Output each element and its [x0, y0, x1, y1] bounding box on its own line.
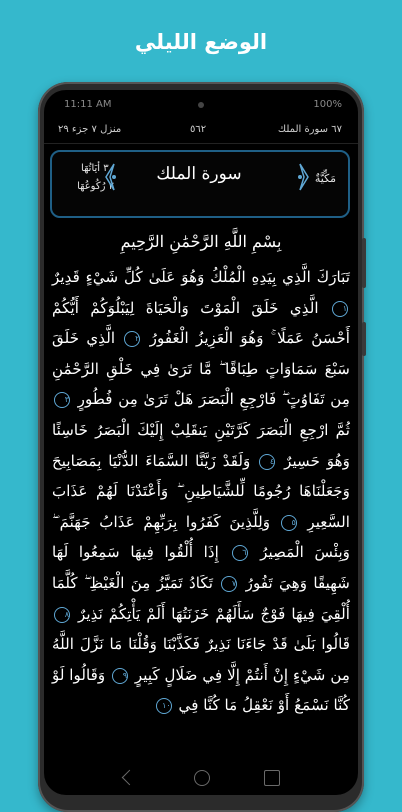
verse-number-marker[interactable]: ٢ [124, 331, 140, 347]
back-icon[interactable] [122, 770, 138, 786]
camera-icon [198, 102, 204, 108]
battery-indicator: 100% [313, 99, 342, 110]
reading-info-bar [44, 122, 358, 140]
verse-text[interactable]: وَلَقَدْ زَيَّنَّا السَّمَاءَ الدُّنْيَا بِمَصَابِيحَ وَجَعَلْنَاهَا رُجُومًا لِّلشَّيَاطِينِ ۖ وَأَعْتَدْنَا لَهُمْ عَذَابَ السَّعِيرِ [52, 451, 351, 531]
surah-title: سورة الملك [156, 164, 242, 184]
verse-text[interactable]: الَّذِي خَلَقَ الْمَوْتَ وَالْحَيَاةَ لِيَبْلُوَكُمْ أَيُّكُمْ أَحْسَنُ عَمَلًا ۚ وَهُوَ الْعَزِيزُ الْغَفُورُ [52, 298, 351, 348]
verse-number-marker[interactable]: ٥ [281, 515, 297, 531]
verse-text[interactable]: تَكَادُ تَمَيَّزُ مِنَ الْغَيْظِ ۖ كُلَّمَا أُلْقِيَ فِيهَا فَوْجٌ سَأَلَهُمْ خَزَنَتُهَا أَلَمْ يَأْتِكُمْ نَذِيرٌ [52, 573, 351, 623]
page-number: ٥٦٢ [190, 124, 207, 135]
basmala: بِسْمِ اللَّهِ الرَّحْمَٰنِ الرَّحِيمِ [120, 232, 282, 251]
verse-number-marker[interactable]: ٩ [112, 668, 128, 684]
divider [44, 143, 358, 144]
status-bar [44, 96, 358, 116]
volume-button [362, 238, 366, 288]
verse-number-marker[interactable]: ٧ [221, 576, 237, 592]
ruku-count: ٢ رُكُوعُهَا [77, 181, 114, 192]
verse-text[interactable]: قَالُوا بَلَىٰ قَدْ جَاءَنَا نَذِيرٌ فَكَذَّبْنَا وَقُلْنَا مَا نَزَّلَ اللَّهُ مِن شَيْءٍ إِنْ أَنتُمْ إِلَّا فِي ضَلَالٍ كَبِيرٍ [52, 635, 351, 684]
ayat-count: ٣٠ أيَاتُهَا [81, 163, 114, 174]
status-time: 11:11 AM [64, 99, 112, 110]
juz-manzil-info[interactable]: منزل ٧ جزء ٢٩ [58, 124, 122, 135]
system-nav-bar [44, 766, 358, 788]
verse-number-marker[interactable]: ٤ [259, 454, 275, 470]
surah-reference[interactable]: ٦٧ سورة الملك [277, 124, 342, 135]
phone-screen [44, 90, 358, 795]
surah-ornament-icon [294, 162, 314, 192]
verse-number-marker[interactable]: ٣ [54, 392, 70, 408]
verse-text[interactable]: الَّذِي خَلَقَ سَبْعَ سَمَاوَاتٍ طِبَاقًا ۖ مَّا تَرَىٰ فِي خَلْقِ الرَّحْمَٰنِ مِن تَفَاوُتٍ ۖ فَارْجِعِ الْبَصَرَ هَلْ تَرَىٰ مِن فُطُورٍ [52, 329, 350, 409]
verse-number-marker[interactable]: ٨ [54, 607, 70, 623]
verse-number-marker[interactable]: ١٠ [156, 698, 172, 714]
power-button [362, 322, 366, 356]
verse-number-marker[interactable]: ٦ [232, 545, 248, 561]
verse-text-block [52, 262, 350, 721]
verse-text[interactable]: إِذَا أُلْقُوا فِيهَا سَمِعُوا لَهَا شَهِيقًا وَهِيَ تَفُورُ [52, 543, 350, 592]
revelation-type: مَكِّيَّةٌ [314, 172, 336, 185]
verse-text[interactable]: ثُمَّ ارْجِعِ الْبَصَرَ كَرَّتَيْنِ يَنقَلِبْ إِلَيْكَ الْبَصَرُ خَاسِئًا وَهُوَ حَسِيرٌ [52, 420, 350, 470]
verse-text[interactable]: وَلِلَّذِينَ كَفَرُوا بِرَبِّهِمْ عَذَابُ جَهَنَّمَ ۖ وَبِئْسَ الْمَصِيرُ [52, 512, 351, 562]
home-icon[interactable] [194, 770, 210, 786]
recents-icon[interactable] [264, 770, 280, 786]
surah-header [50, 150, 350, 218]
verse-number-marker[interactable]: ١ [332, 301, 348, 317]
verse-text[interactable]: وَقَالُوا لَوْ كُنَّا نَسْمَعُ أَوْ نَعْقِلُ مَا كُنَّا فِي [52, 665, 350, 715]
verse-text[interactable]: تَبَارَكَ الَّذِي بِيَدِهِ الْمُلْكُ وَهُوَ عَلَىٰ كُلِّ شَيْءٍ قَدِيرٌ [52, 268, 350, 286]
promo-title: الوضع الليلي [134, 30, 268, 54]
